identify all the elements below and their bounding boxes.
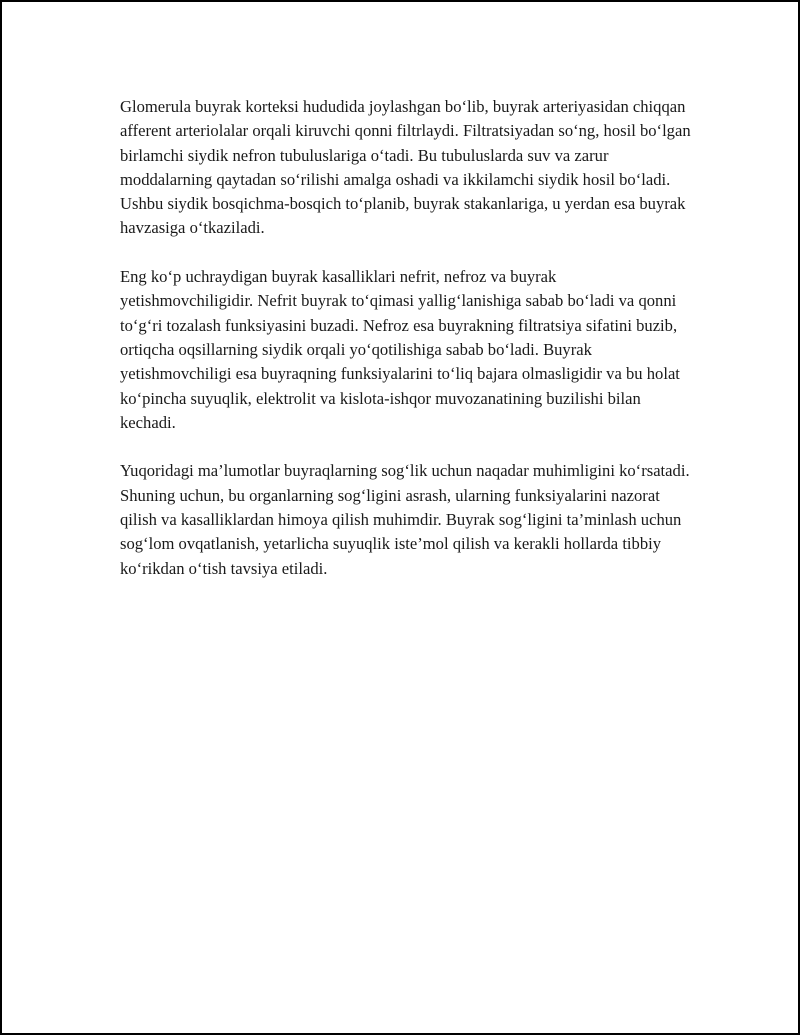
paragraph-kidney-diseases: Eng ko‘p uchraydigan buyrak kasalliklari nefrit, nefroz va buyrak yetishmovchiligidir. Nefrit buyrak to‘qimasi yallig‘lanishiga sabab bo‘ladi va qonni to‘g‘ri tozalash funksiyasini buzadi. Nefroz esa buyrakning filtratsiya sifatini buzib, ortiqcha oqsillarning siydik orqali yo‘qotilishiga sabab bo‘ladi. Buyrak yetishmovchiligi esa buyraqning funksiyalarini to‘liq bajara olmasligidir va bu holat ko‘pincha suyuqlik, elektrolit va kislota-ishqor muvozanatining buzilishi bilan kechadi. bbox=[120, 267, 680, 432]
paragraph-glomerula: Glomerula buyrak korteksi hududida joylashgan bo‘lib, buyrak arteriyasidan chiqqan afferent arteriolalar orqali kiruvchi qonni filtrlaydi. Filtratsiyadan so‘ng, hosil bo‘lgan birlamchi siydik nefron tubuluslariga o‘tadi. Bu tubuluslarda suv va zarur moddalarning qaytadan so‘rilishi amalga oshadi va ikkilamchi siydik hosil bo‘ladi. Ushbu siydik bosqichma-bosqich to‘planib, buyrak stakanlariga, u yerdan esa buyrak havzasiga o‘tkaziladi. bbox=[120, 97, 691, 238]
paragraph-conclusion: Yuqoridagi ma’lumotlar buyraqlarning sog‘lik uchun naqadar muhimligini ko‘rsatadi. Shuning uchun, bu organlarning sog‘ligini asrash, ularning funksiyalarini nazorat qilish va kasalliklardan himoya qilish muhimdir. Buyrak sog‘ligini ta’minlash uchun sog‘lom ovqatlanish, yetarlicha suyuqlik iste’mol qilish va kerakli hollarda tibbiy ko‘rikdan o‘tish tavsiya etiladi. bbox=[120, 461, 690, 578]
document-body bbox=[120, 95, 692, 581]
